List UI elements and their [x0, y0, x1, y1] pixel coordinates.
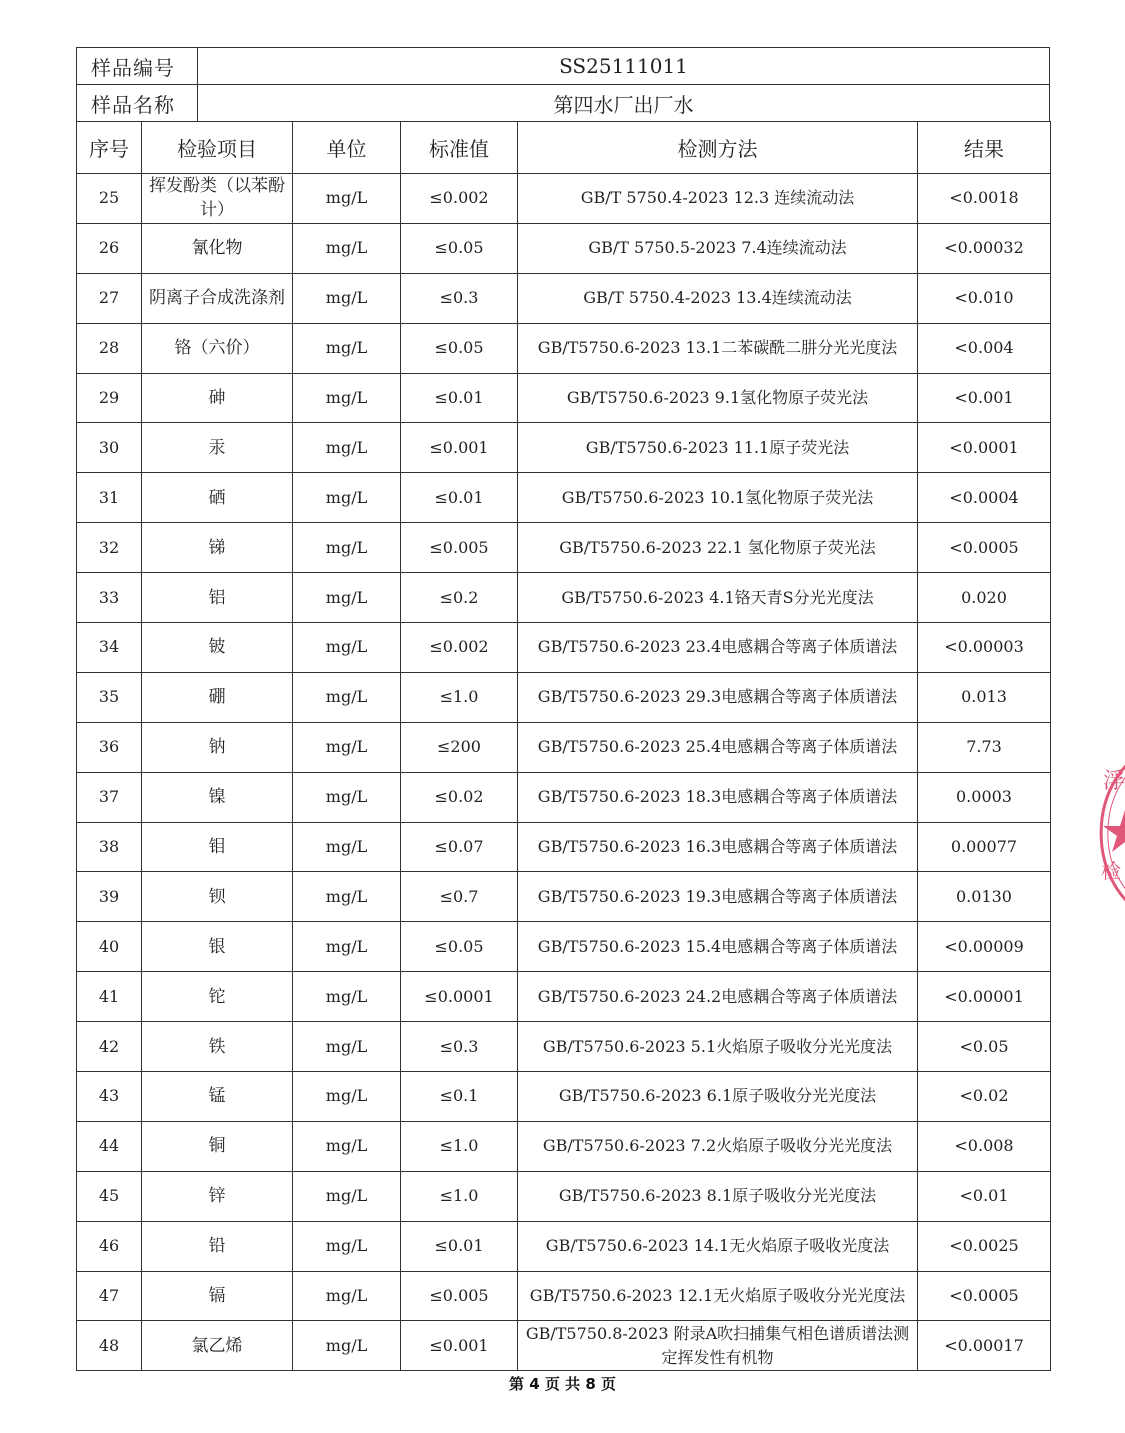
cell-result: <0.0025	[918, 1221, 1051, 1271]
seal-stamp-icon	[1095, 742, 1125, 924]
cell-seq: 37	[77, 772, 142, 822]
cell-unit: mg/L	[293, 1171, 401, 1221]
col-method: 检测方法	[518, 122, 918, 174]
cell-result: <0.0001	[918, 423, 1051, 473]
cell-item: 铜	[142, 1121, 293, 1171]
cell-seq: 48	[77, 1321, 142, 1371]
page-number: 第 4 页 共 8 页	[509, 1375, 616, 1393]
cell-item: 钡	[142, 872, 293, 922]
table-row	[77, 672, 1051, 722]
cell-seq: 47	[77, 1271, 142, 1321]
cell-item: 挥发酚类（以苯酚计）	[142, 174, 293, 224]
cell-result: <0.05	[918, 1022, 1051, 1072]
cell-result: <0.0004	[918, 473, 1051, 523]
cell-result: <0.00001	[918, 972, 1051, 1022]
cell-item: 硒	[142, 473, 293, 523]
table-row	[77, 223, 1051, 273]
col-item: 检验项目	[142, 122, 293, 174]
cell-standard: ≤0.005	[401, 523, 518, 573]
cell-method: GB/T5750.6-2023 24.2电感耦合等离子体质谱法	[518, 972, 918, 1022]
cell-method: GB/T5750.6-2023 11.1原子荧光法	[518, 423, 918, 473]
table-row	[77, 1022, 1051, 1072]
cell-result: <0.00017	[918, 1321, 1051, 1371]
report-sheet	[76, 47, 1050, 1371]
cell-method: GB/T5750.6-2023 6.1原子吸收分光光度法	[518, 1072, 918, 1122]
cell-standard: ≤0.2	[401, 573, 518, 623]
cell-method: GB/T 5750.4-2023 13.4连续流动法	[518, 273, 918, 323]
cell-result: 7.73	[918, 722, 1051, 772]
cell-seq: 45	[77, 1171, 142, 1221]
cell-method: GB/T5750.8-2023 附录A吹扫捕集气相色谱质谱法测定挥发性有机物	[518, 1321, 918, 1371]
cell-seq: 26	[77, 223, 142, 273]
cell-standard: ≤0.07	[401, 822, 518, 872]
table-row	[77, 1271, 1051, 1321]
cell-item: 钼	[142, 822, 293, 872]
cell-method: GB/T5750.6-2023 9.1氢化物原子荧光法	[518, 373, 918, 423]
cell-seq: 29	[77, 373, 142, 423]
cell-standard: ≤0.001	[401, 1321, 518, 1371]
cell-seq: 36	[77, 722, 142, 772]
column-header-row	[77, 122, 1051, 174]
table-row	[77, 1171, 1051, 1221]
cell-result: <0.02	[918, 1072, 1051, 1122]
cell-standard: ≤0.3	[401, 273, 518, 323]
cell-standard: ≤0.1	[401, 1072, 518, 1122]
cell-unit: mg/L	[293, 1072, 401, 1122]
cell-unit: mg/L	[293, 672, 401, 722]
svg-text:浮: 浮	[1103, 769, 1125, 794]
cell-result: <0.0005	[918, 1271, 1051, 1321]
cell-result: <0.0018	[918, 174, 1051, 224]
cell-item: 银	[142, 922, 293, 972]
cell-standard: ≤1.0	[401, 672, 518, 722]
cell-method: GB/T5750.6-2023 12.1无火焰原子吸收分光光度法	[518, 1271, 918, 1321]
cell-standard: ≤200	[401, 722, 518, 772]
table-row	[77, 273, 1051, 323]
cell-standard: ≤0.01	[401, 373, 518, 423]
cell-seq: 35	[77, 672, 142, 722]
cell-unit: mg/L	[293, 822, 401, 872]
cell-unit: mg/L	[293, 174, 401, 224]
cell-item: 阴离子合成洗涤剂	[142, 273, 293, 323]
cell-item: 硼	[142, 672, 293, 722]
cell-seq: 32	[77, 523, 142, 573]
svg-text:检: 检	[1101, 859, 1121, 883]
cell-seq: 25	[77, 174, 142, 224]
cell-result: <0.010	[918, 273, 1051, 323]
table-row	[77, 523, 1051, 573]
cell-unit: mg/L	[293, 1221, 401, 1271]
table-row	[77, 1072, 1051, 1122]
results-table	[76, 121, 1051, 1371]
cell-item: 镍	[142, 772, 293, 822]
table-row	[77, 722, 1051, 772]
cell-unit: mg/L	[293, 473, 401, 523]
cell-result: 0.00077	[918, 822, 1051, 872]
cell-standard: ≤0.02	[401, 772, 518, 822]
table-row	[77, 822, 1051, 872]
cell-standard: ≤0.05	[401, 223, 518, 273]
cell-seq: 33	[77, 573, 142, 623]
cell-method: GB/T5750.6-2023 7.2火焰原子吸收分光光度法	[518, 1121, 918, 1171]
cell-method: GB/T5750.6-2023 5.1火焰原子吸收分光光度法	[518, 1022, 918, 1072]
cell-item: 铊	[142, 972, 293, 1022]
cell-method: GB/T 5750.4-2023 12.3 连续流动法	[518, 174, 918, 224]
cell-standard: ≤0.005	[401, 1271, 518, 1321]
table-row	[77, 1221, 1051, 1271]
cell-seq: 39	[77, 872, 142, 922]
table-row	[77, 772, 1051, 822]
cell-result: <0.00003	[918, 623, 1051, 673]
cell-item: 铝	[142, 573, 293, 623]
cell-seq: 31	[77, 473, 142, 523]
cell-item: 铅	[142, 1221, 293, 1271]
cell-seq: 38	[77, 822, 142, 872]
cell-seq: 41	[77, 972, 142, 1022]
cell-seq: 44	[77, 1121, 142, 1171]
cell-unit: mg/L	[293, 922, 401, 972]
cell-unit: mg/L	[293, 1321, 401, 1371]
table-row	[77, 373, 1051, 423]
cell-standard: ≤0.7	[401, 872, 518, 922]
cell-result: 0.020	[918, 573, 1051, 623]
cell-unit: mg/L	[293, 373, 401, 423]
cell-unit: mg/L	[293, 573, 401, 623]
table-row	[77, 1121, 1051, 1171]
cell-unit: mg/L	[293, 223, 401, 273]
cell-result: <0.00032	[918, 223, 1051, 273]
cell-seq: 43	[77, 1072, 142, 1122]
cell-item: 氰化物	[142, 223, 293, 273]
cell-item: 铍	[142, 623, 293, 673]
col-unit: 单位	[293, 122, 401, 174]
cell-method: GB/T5750.6-2023 19.3电感耦合等离子体质谱法	[518, 872, 918, 922]
cell-seq: 27	[77, 273, 142, 323]
cell-seq: 42	[77, 1022, 142, 1072]
cell-method: GB/T5750.6-2023 25.4电感耦合等离子体质谱法	[518, 722, 918, 772]
col-result: 结果	[918, 122, 1051, 174]
cell-unit: mg/L	[293, 1022, 401, 1072]
cell-method: GB/T5750.6-2023 13.1二苯碳酰二肼分光光度法	[518, 323, 918, 373]
cell-result: <0.004	[918, 323, 1051, 373]
cell-standard: ≤0.05	[401, 922, 518, 972]
cell-method: GB/T5750.6-2023 4.1铬天青S分光光度法	[518, 573, 918, 623]
cell-item: 铁	[142, 1022, 293, 1072]
cell-unit: mg/L	[293, 972, 401, 1022]
cell-seq: 30	[77, 423, 142, 473]
cell-method: GB/T5750.6-2023 16.3电感耦合等离子体质谱法	[518, 822, 918, 872]
cell-standard: ≤0.01	[401, 473, 518, 523]
table-row	[77, 473, 1051, 523]
sample-name-row	[77, 85, 1050, 122]
cell-result: <0.01	[918, 1171, 1051, 1221]
cell-method: GB/T5750.6-2023 15.4电感耦合等离子体质谱法	[518, 922, 918, 972]
cell-result: 0.013	[918, 672, 1051, 722]
sample-name-label: 样品名称	[77, 85, 198, 122]
cell-result: 0.0130	[918, 872, 1051, 922]
cell-item: 镉	[142, 1271, 293, 1321]
cell-method: GB/T5750.6-2023 22.1 氢化物原子荧光法	[518, 523, 918, 573]
cell-result: <0.001	[918, 373, 1051, 423]
table-row	[77, 972, 1051, 1022]
sample-no-value: SS25111011	[198, 48, 1050, 85]
cell-unit: mg/L	[293, 423, 401, 473]
cell-standard: ≤0.01	[401, 1221, 518, 1271]
table-row	[77, 872, 1051, 922]
cell-method: GB/T5750.6-2023 29.3电感耦合等离子体质谱法	[518, 672, 918, 722]
cell-method: GB/T5750.6-2023 8.1原子吸收分光光度法	[518, 1171, 918, 1221]
table-row	[77, 623, 1051, 673]
col-standard: 标准值	[401, 122, 518, 174]
cell-item: 汞	[142, 423, 293, 473]
col-seq: 序号	[77, 122, 142, 174]
table-row	[77, 922, 1051, 972]
cell-unit: mg/L	[293, 872, 401, 922]
cell-seq: 46	[77, 1221, 142, 1271]
table-row	[77, 323, 1051, 373]
sample-no-row	[77, 48, 1050, 85]
cell-unit: mg/L	[293, 722, 401, 772]
cell-seq: 34	[77, 623, 142, 673]
sample-name-value: 第四水厂出厂水	[198, 85, 1050, 122]
cell-item: 锑	[142, 523, 293, 573]
sample-no-label: 样品编号	[77, 48, 198, 85]
cell-method: GB/T5750.6-2023 23.4电感耦合等离子体质谱法	[518, 623, 918, 673]
cell-seq: 40	[77, 922, 142, 972]
cell-item: 砷	[142, 373, 293, 423]
cell-item: 锌	[142, 1171, 293, 1221]
table-row	[77, 174, 1051, 224]
cell-result: 0.0003	[918, 772, 1051, 822]
cell-seq: 28	[77, 323, 142, 373]
cell-unit: mg/L	[293, 1271, 401, 1321]
cell-item: 铬（六价）	[142, 323, 293, 373]
table-row	[77, 573, 1051, 623]
cell-unit: mg/L	[293, 523, 401, 573]
table-row	[77, 423, 1051, 473]
cell-result: <0.008	[918, 1121, 1051, 1171]
cell-standard: ≤0.3	[401, 1022, 518, 1072]
cell-item: 氯乙烯	[142, 1321, 293, 1371]
cell-unit: mg/L	[293, 323, 401, 373]
cell-method: GB/T 5750.5-2023 7.4连续流动法	[518, 223, 918, 273]
cell-item: 钠	[142, 722, 293, 772]
cell-result: <0.00009	[918, 922, 1051, 972]
cell-standard: ≤0.001	[401, 423, 518, 473]
cell-unit: mg/L	[293, 772, 401, 822]
results-body	[77, 174, 1051, 1371]
cell-standard: ≤1.0	[401, 1121, 518, 1171]
cell-unit: mg/L	[293, 1121, 401, 1171]
cell-result: <0.0005	[918, 523, 1051, 573]
cell-unit: mg/L	[293, 273, 401, 323]
cell-unit: mg/L	[293, 623, 401, 673]
cell-method: GB/T5750.6-2023 10.1氢化物原子荧光法	[518, 473, 918, 523]
cell-method: GB/T5750.6-2023 18.3电感耦合等离子体质谱法	[518, 772, 918, 822]
cell-standard: ≤1.0	[401, 1171, 518, 1221]
cell-standard: ≤0.05	[401, 323, 518, 373]
cell-standard: ≤0.0001	[401, 972, 518, 1022]
cell-standard: ≤0.002	[401, 174, 518, 224]
cell-standard: ≤0.002	[401, 623, 518, 673]
table-row	[77, 1321, 1051, 1371]
cell-method: GB/T5750.6-2023 14.1无火焰原子吸收光度法	[518, 1221, 918, 1271]
cell-item: 锰	[142, 1072, 293, 1122]
sample-header-table	[76, 47, 1050, 122]
